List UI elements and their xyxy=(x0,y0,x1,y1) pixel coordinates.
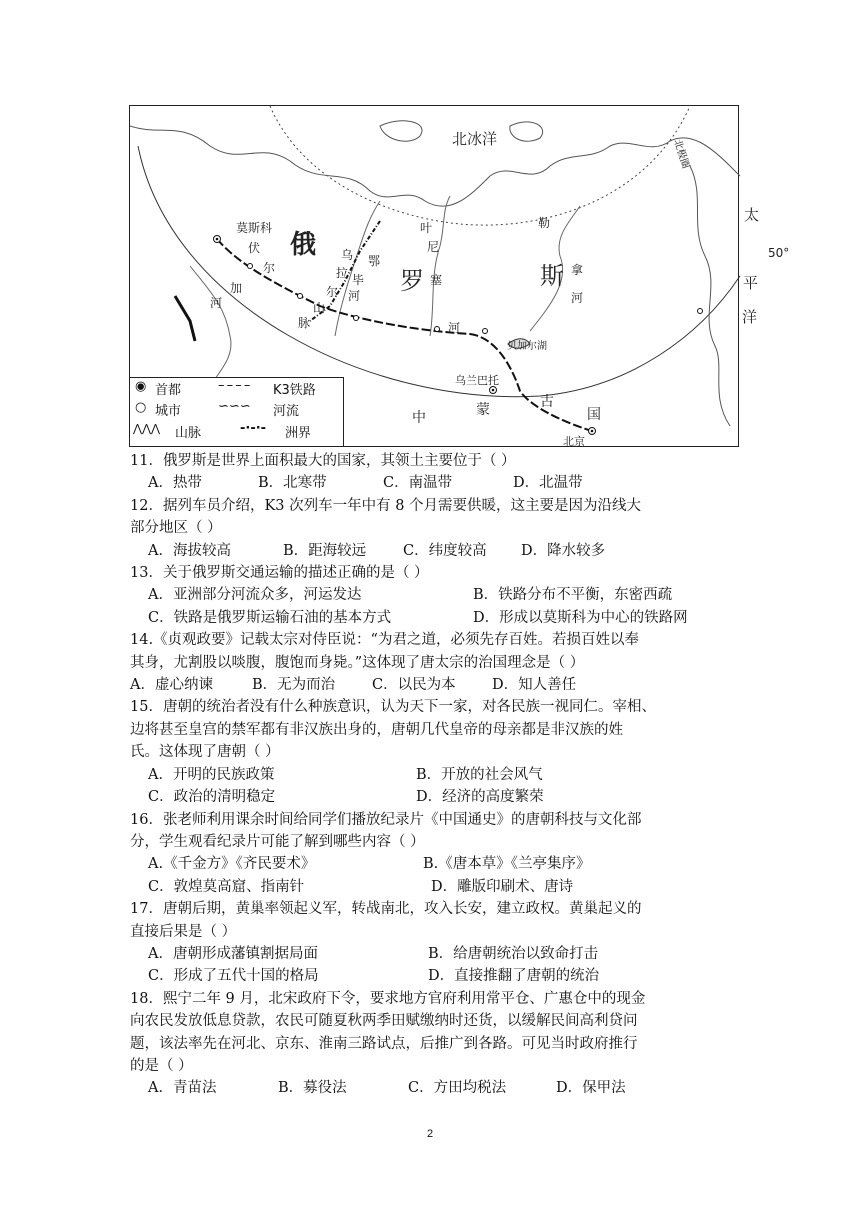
label-china: 国 xyxy=(587,407,601,423)
label-beijing: 北京 xyxy=(563,435,585,448)
label-ob: 河 xyxy=(348,289,361,303)
label-ulaanbaatar: 乌兰巴托 xyxy=(455,374,499,387)
q17-option-a: A．唐朝形成藩镇割据局面 xyxy=(148,945,318,962)
coastline-east xyxy=(690,166,730,426)
label-volga: 河 xyxy=(210,296,223,310)
river-yenisei xyxy=(430,196,450,336)
label-moscow: 莫斯科 xyxy=(236,221,273,235)
label-mongolia: 古 xyxy=(540,394,554,410)
questions xyxy=(130,450,750,1100)
q14-options xyxy=(130,674,750,696)
q18-option-a: A．青苗法 xyxy=(148,1080,217,1097)
q18-stem-line2: 向农民发放低息贷款，农民可随夏秋两季田赋缴纳时还货，以缓解民间高利贷问 xyxy=(130,1013,638,1030)
q15-option-b: B．开放的社会风气 xyxy=(416,766,543,783)
q14-option-b: B．无为而治 xyxy=(252,677,336,694)
q12-option-c: C．纬度较高 xyxy=(403,542,487,559)
q17-options-ab xyxy=(130,943,750,965)
q17-options-cd xyxy=(130,965,750,987)
q14-option-c: C．以民为本 xyxy=(372,677,456,694)
q16-option-b: B.《唐本草》《兰亭集序》 xyxy=(423,856,591,873)
q11-stem: 11．俄罗斯是世界上面积最大的国家，其领土主要位于（ ） xyxy=(130,453,516,469)
arctic-circle-arc xyxy=(270,106,690,225)
label-volga: 尔 xyxy=(263,261,276,275)
q11-options xyxy=(130,472,750,494)
legend-railway-icon: – – – – xyxy=(218,378,250,393)
q15-stem-line3: 氏。这体现了唐朝（ ） xyxy=(130,744,280,761)
q13-stem: 13．关于俄罗斯交通运输的描述正确的是（ ） xyxy=(130,565,429,582)
q17-option-d: D．直接推翻了唐朝的统治 xyxy=(428,968,600,985)
coastline xyxy=(130,126,740,206)
label-arctic-circle: 北极圈 xyxy=(671,138,691,171)
label-volga: 伏 xyxy=(248,241,261,255)
q18-option-b: B．募役法 xyxy=(278,1080,347,1097)
label-mongolia: 蒙 xyxy=(476,402,490,418)
q18-options xyxy=(130,1077,750,1099)
label-ural: 乌 xyxy=(341,248,354,262)
q15-stem-line2: 边将甚至皇宫的禁军都有非汉族出身的，唐朝几代皇帝的母亲都是非汉族的姓 xyxy=(130,721,623,738)
legend-city-label: 城市 xyxy=(155,404,182,419)
q14-stem-line2: 其身，尤割股以啖腹，腹饱而身毙。”这体现了唐太宗的治国理念是（ ） xyxy=(130,654,585,671)
legend-boundary-icon: -·-·- xyxy=(240,421,267,436)
q15-options-cd xyxy=(130,786,750,808)
q16-stem-line2: 分，学生观看纪录片可能了解到哪些内容（ ） xyxy=(130,833,425,850)
label-ob: 鄂 xyxy=(368,254,381,268)
label-volga: 加 xyxy=(230,281,243,295)
label-ob: 毕 xyxy=(352,273,365,287)
q13-options-cd xyxy=(130,607,750,629)
label-baikal: 贝加尔湖 xyxy=(507,341,547,352)
island xyxy=(380,121,422,141)
q17-option-b: B．给唐朝统治以致命打击 xyxy=(428,945,599,962)
q16-options-ab xyxy=(130,853,750,875)
label-ural: 脉 xyxy=(298,316,311,330)
q18-stem-line3: 题，该法率先在河北、京东、淮南三路试点，后推广到各路。可见当时政府推行 xyxy=(130,1035,638,1052)
q12-option-d: D．降水较多 xyxy=(521,542,606,559)
q17-stem-line1: 17．唐朝后期，黄巢率领起义军，转战南北，攻入长安，建立政权。黄巢起义的 xyxy=(130,901,642,918)
q11-option-d: D．北温带 xyxy=(513,475,583,492)
city-icon xyxy=(698,309,703,314)
label-lena: 勒 xyxy=(538,216,551,230)
russia-railway-map xyxy=(129,105,790,448)
q16-option-c: C．敦煌莫高窟、指南针 xyxy=(148,878,305,895)
q18-option-d: D．保甲法 xyxy=(556,1080,626,1097)
q14-stem-line1: 14.《贞观政要》记载太宗对侍臣说：“为君之道，必须先存百姓。若损百姓以奉 xyxy=(130,632,639,649)
q18-option-c: C．方田均税法 xyxy=(408,1080,507,1097)
q15-option-d: D．经济的高度繁荣 xyxy=(416,789,544,806)
q15-stem-line1: 15．唐朝的统治者没有什么种族意识，认为天下一家，对各民族一视同仁。宰相、 xyxy=(130,699,656,716)
q13-option-a: A．亚洲部分河流众多，河运发达 xyxy=(148,587,362,604)
label-china: 中 xyxy=(412,410,426,426)
q15-option-a: A．开明的民族政策 xyxy=(148,766,275,783)
label-yenisei: 河 xyxy=(448,321,461,335)
legend-mountain-icon: ⋀⋀⋀ xyxy=(133,422,161,435)
q13-option-c: C．铁路是俄罗斯运输石油的基本方式 xyxy=(148,609,392,626)
label-pacific: 太 xyxy=(744,206,760,224)
q16-options-cd xyxy=(130,876,750,898)
label-russia-luo: 罗 xyxy=(400,267,424,295)
city-icon xyxy=(298,294,303,299)
legend-capital-label: 首都 xyxy=(155,383,182,398)
label-latitude: 50° xyxy=(768,246,790,260)
q18-stem-line4: 的是（ ） xyxy=(130,1057,193,1074)
label-ural: 尔 xyxy=(326,285,339,299)
legend-city-icon: ○ xyxy=(135,400,147,415)
city-icon xyxy=(435,327,440,332)
label-yenisei: 叶 xyxy=(420,221,433,235)
label-russia-e: 俄 xyxy=(290,230,317,260)
legend-river-icon: ∽∽∽ xyxy=(218,399,251,414)
page-number: 2 xyxy=(426,1128,434,1140)
q13-option-b: B．铁路分布不平衡，东密西疏 xyxy=(473,587,673,604)
legend-river-label: 河流 xyxy=(273,404,300,419)
q12-option-b: B．距海较远 xyxy=(283,542,367,559)
q12-stem-line1: 12．据列车员介绍，K3 次列车一年中有 8 个月需要供暖，这主要是因为沿线大 xyxy=(130,497,642,514)
map-legend xyxy=(130,377,344,446)
legend-boundary-label: 洲界 xyxy=(285,426,312,441)
legend-capital-icon: ◉ xyxy=(135,379,147,394)
city-icon xyxy=(248,264,253,269)
q13-options-ab xyxy=(130,584,750,606)
q14-option-d: D．知人善任 xyxy=(492,677,577,694)
label-pacific: 洋 xyxy=(742,308,758,326)
island xyxy=(510,122,543,141)
label-yenisei: 塞 xyxy=(430,273,443,287)
q16-option-a: A.《千金方》《齐民要术》 xyxy=(148,856,316,873)
label-yenisei: 尼 xyxy=(427,240,440,254)
q13-option-d: D．形成以莫斯科为中心的铁路网 xyxy=(473,609,688,626)
river-volga xyxy=(190,266,231,386)
city-icon xyxy=(354,316,359,321)
label-russia-si: 斯 xyxy=(540,262,564,290)
label-pacific: 平 xyxy=(743,274,759,292)
q11-option-c: C．南温带 xyxy=(383,475,453,492)
label-lena: 拿 xyxy=(571,263,584,277)
q17-option-c: C．形成了五代十国的格局 xyxy=(148,968,319,985)
q12-stem-line2: 部分地区（ ） xyxy=(130,520,222,537)
q12-options xyxy=(130,540,750,562)
legend-mountain-label: 山脉 xyxy=(175,426,202,441)
city-icon xyxy=(483,329,488,334)
q16-option-d: D．雕版印刷术、唐诗 xyxy=(431,878,574,895)
q16-stem-line1: 16．张老师利用课余时间给同学们播放纪录片《中国通史》的唐朝科技与文化部 xyxy=(130,811,642,828)
caucasus-mountains xyxy=(175,296,195,341)
label-ural: 山 xyxy=(313,301,326,315)
q15-options-ab xyxy=(130,764,750,786)
label-lena: 河 xyxy=(571,291,584,305)
q15-option-c: C．政治的清明稳定 xyxy=(148,789,276,806)
label-ural: 拉 xyxy=(336,266,349,280)
q14-option-a: A．虚心纳谏 xyxy=(130,677,213,694)
legend-railway-label: K3铁路 xyxy=(273,383,316,398)
label-arctic-ocean: 北冰洋 xyxy=(452,130,498,148)
q11-option-a: A．热带 xyxy=(148,475,202,492)
q12-option-a: A．海拔较高 xyxy=(148,542,231,559)
q18-stem-line1: 18．熙宁二年 9 月，北宋政府下令，要求地方官府利用常平仓、广惠仓中的现金 xyxy=(130,990,646,1007)
q17-stem-line2: 直接后果是（ ） xyxy=(130,923,237,940)
q11-option-b: B．北寒带 xyxy=(258,475,327,492)
